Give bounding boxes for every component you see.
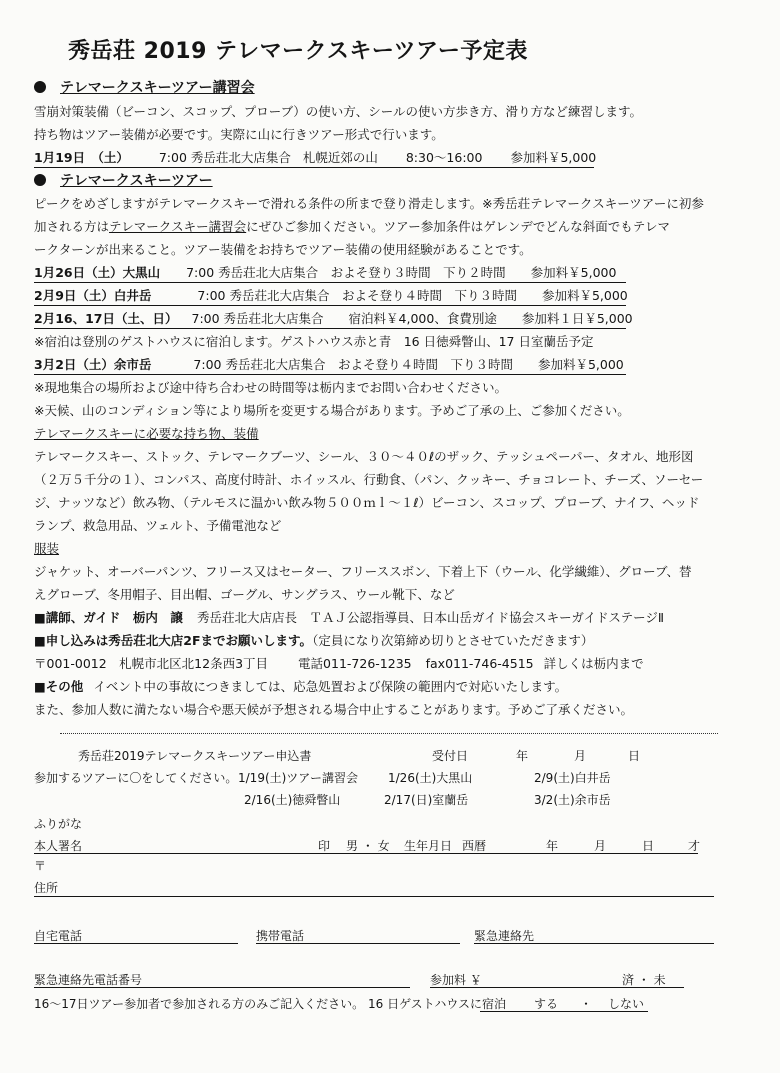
birth-day: 日 bbox=[642, 839, 655, 853]
option-5[interactable]: 2/17(日)室蘭岳 bbox=[384, 793, 469, 807]
page-title: 秀岳荘 2019 テレマークスキーツアー予定表 bbox=[68, 39, 528, 64]
contact-more: 詳しくは栃内まで bbox=[543, 656, 644, 671]
lecture-time: 8:30～16:00 bbox=[405, 150, 483, 165]
received-month: 月 bbox=[574, 749, 587, 763]
lecture-desc-2: 持ち物はツアー装備が必要です。実際に山に行きツアー形式で行います。 bbox=[34, 127, 444, 142]
guide-detail: 秀岳荘北大店店長 ＴＡＪ公認指導員、日本山岳ガイド協会スキーガイドステージⅡ bbox=[196, 610, 664, 625]
select-prompt: 参加するツアーに〇をしてください。 bbox=[34, 771, 238, 785]
option-3[interactable]: 2/9(土)白井岳 bbox=[534, 771, 611, 785]
tour-desc-2: 加される方はテレマークスキー講習会にぜひご参加ください。ツアー参加条件はゲレンデでどんな斜面でもテレマ bbox=[34, 219, 670, 234]
option-4[interactable]: 2/16(土)徳舜瞥山 bbox=[244, 793, 341, 807]
birth-year: 年 bbox=[546, 839, 559, 853]
lecture-heading: テレマークスキーツアー講習会 bbox=[34, 80, 255, 96]
received-year: 年 bbox=[516, 749, 529, 763]
age-label: 才 bbox=[688, 839, 701, 853]
other-line-2: また、参加人数に満たない場合や悪天候が予想される場合中止することがあります。予めご了承ください。 bbox=[34, 702, 634, 717]
era-label: 西暦 bbox=[462, 839, 487, 853]
lecture-date: 1月19日 （土） bbox=[34, 150, 129, 165]
gear-line-4: ランプ、救急用品、ツェルト、予備電池など bbox=[34, 518, 282, 533]
contact-phone: 電話011-726-1235 bbox=[298, 656, 412, 671]
lecture-schedule bbox=[34, 150, 597, 168]
contact-address: 〒001-0012 札幌市北区北12条西3丁目 bbox=[34, 656, 269, 671]
other-label: ■その他 bbox=[34, 679, 84, 694]
gear-line-2: （２万５千分の１）、コンパス、高度付時計、ホイッスル、行動食、（パン、クッキー、チョコレート、チーズ、ソーセー bbox=[34, 472, 704, 487]
clothing-line-2: えグローブ、冬用帽子、目出帽、ゴーグル、サングラス、ウール靴下、など bbox=[34, 587, 455, 602]
contact-line bbox=[34, 656, 644, 672]
gender-choice[interactable]: 男 ・ 女 bbox=[346, 839, 390, 853]
emergency-phone-field[interactable] bbox=[34, 987, 410, 988]
birth-month: 月 bbox=[594, 839, 607, 853]
received-day: 日 bbox=[628, 749, 641, 763]
emergency-label: 緊急連絡先 bbox=[474, 929, 535, 943]
clothing-line-1: ジャケット、オーバーパンツ、フリース又はセーター、フリーススボン、下着上下（ウール、化学繊維）、グローブ、替 bbox=[34, 564, 692, 579]
lodging-no[interactable]: しない bbox=[608, 997, 645, 1011]
postal-label: 〒 bbox=[34, 859, 47, 873]
lodging-separator: ・ bbox=[580, 997, 593, 1011]
furigana-label: ふりがな bbox=[34, 817, 83, 831]
mobile-field[interactable] bbox=[256, 943, 460, 944]
cut-line bbox=[60, 733, 718, 734]
lecture-fee: 参加料￥5,000 bbox=[510, 150, 597, 165]
option-2[interactable]: 1/26(土)大黒山 bbox=[388, 771, 473, 785]
apply-label: ■申し込みは秀岳荘北大店2Fまでお願いします。 bbox=[34, 633, 313, 648]
tour-note-1: ※現地集合の場所および途中待ち合わせの時間等は栃内までお問い合わせください。 bbox=[34, 380, 507, 395]
option-1[interactable]: 1/19(土)ツアー講習会 bbox=[238, 771, 358, 785]
tour-row-3: 2月16、17日（土、日） 7:00 秀岳荘北大店集合 宿泊料￥4,000、食費別途 参加料１日￥5,000 bbox=[34, 311, 626, 329]
emergency-field[interactable] bbox=[474, 943, 714, 944]
birth-label: 生年月日 bbox=[404, 839, 453, 853]
lecture-place: 札幌近郊の山 bbox=[302, 150, 378, 165]
seal-label: 印 bbox=[318, 839, 331, 853]
tour-desc-1: ピークをめざしますがテレマークスキーで滑れる条件の所まで登り滑走します。※秀岳荘テレマークスキーツアーに初参 bbox=[34, 196, 704, 211]
tour-row-3-note: ※宿泊は登別のゲストハウスに宿泊します。ゲストハウス赤と青 16 日徳舜瞥山、17 日室蘭岳予定 bbox=[34, 334, 594, 349]
other-line-1: ■その他 イベント中の事故につきましては、応急処置および保険の範囲内で対応いたします。 bbox=[34, 679, 568, 694]
apply-line bbox=[34, 633, 593, 649]
paid-status[interactable]: 済 ・ 未 bbox=[622, 973, 666, 987]
bullet-icon bbox=[34, 174, 46, 186]
guide-line bbox=[34, 610, 664, 626]
guide-label: ■講師、ガイド 栃内 譲 bbox=[34, 610, 183, 625]
received-label: 受付日 bbox=[432, 749, 469, 763]
home-phone-label: 自宅電話 bbox=[34, 929, 83, 943]
tour-row-2: 2月9日（土）白井岳 7:00 秀岳荘北大店集合 およそ登り４時間 下り３時間 参加料￥5,000 bbox=[34, 288, 626, 306]
emergency-phone-label: 緊急連絡先電話番号 bbox=[34, 973, 143, 987]
option-6[interactable]: 3/2(土)余市岳 bbox=[534, 793, 611, 807]
lecture-meet: 7:00 秀岳荘北大店集合 bbox=[158, 150, 291, 165]
gear-line-1: テレマークスキー、ストック、テレマークブーツ、シール、３０～４０ℓのザック、テッシュペーパー、タオル、地形図 bbox=[34, 449, 694, 464]
tour-row-1: 1月26日（土）大黒山 7:00 秀岳荘北大店集合 およそ登り３時間 下り２時間 参加料￥5,000 bbox=[34, 265, 626, 283]
lodging-yes[interactable]: する bbox=[534, 997, 559, 1011]
name-label: 本人署名 bbox=[34, 839, 83, 853]
form-title: 秀岳荘2019テレマークスキーツアー申込書 bbox=[78, 749, 312, 763]
lecture-desc-1: 雪崩対策装備（ビーコン、スコップ、プローブ）の使い方、シールの使い方歩き方、滑り方など練習します。 bbox=[34, 104, 643, 119]
tour-desc-3: ークターンが出来ること。ツアー装備をお持ちでツアー装備の使用経験があることです。 bbox=[34, 242, 532, 257]
lodging-label: 宿泊 bbox=[482, 997, 507, 1011]
lecture-link-text: テレマークスキー講習会 bbox=[109, 219, 247, 234]
fee-label: 参加料 ￥ bbox=[430, 973, 482, 987]
apply-detail: （定員になり次第締め切りとさせていただきます） bbox=[312, 633, 594, 648]
address-label: 住所 bbox=[34, 881, 59, 895]
bullet-icon bbox=[34, 81, 46, 93]
tour-row-4: 3月2日（土）余市岳 7:00 秀岳荘北大店集合 およそ登り４時間 下り３時間 参加料￥5,000 bbox=[34, 357, 626, 375]
address-field[interactable] bbox=[34, 896, 714, 897]
lodging-underline bbox=[480, 1011, 648, 1012]
gear-heading: テレマークスキーに必要な持ち物、装備 bbox=[34, 426, 259, 441]
clothing-heading: 服装 bbox=[34, 541, 60, 556]
mobile-label: 携帯電話 bbox=[256, 929, 305, 943]
gear-line-3: ジ、ナッツなど）飲み物、（テルモスに温かい飲み物５００ｍｌ～１ℓ）ビーコン、スコップ、プローブ、ナイフ、ヘッド bbox=[34, 495, 700, 510]
home-phone-field[interactable] bbox=[34, 943, 238, 944]
lodging-note: 16～17日ツアー参加者で参加される方のみご記入ください。 16 日ゲストハウスに bbox=[34, 997, 483, 1011]
tour-heading: テレマークスキーツアー bbox=[34, 173, 213, 189]
tour-note-2: ※天候、山のコンディション等により場所を変更する場合があります。予めご了承の上、ご参加ください。 bbox=[34, 403, 630, 418]
contact-fax: fax011-746-4515 bbox=[425, 656, 534, 671]
